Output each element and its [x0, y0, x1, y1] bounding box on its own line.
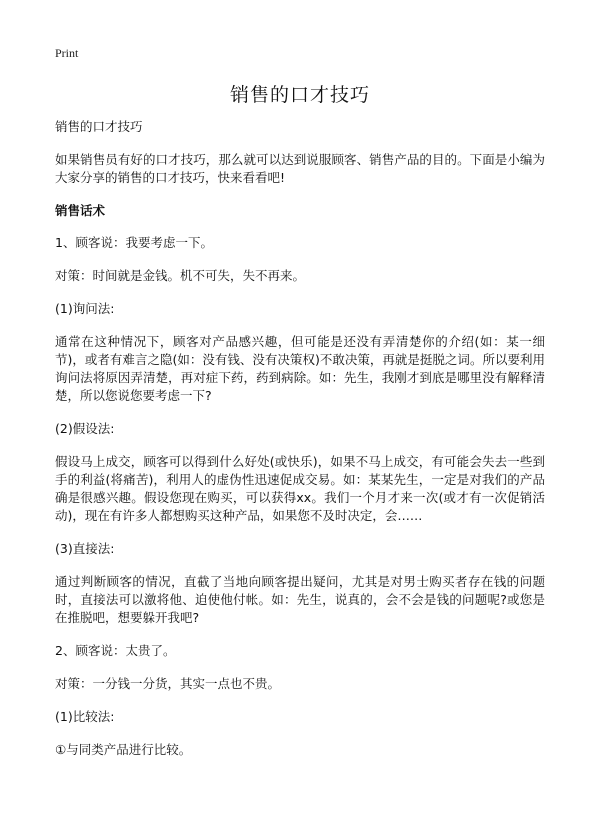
case1-method2-label: (2)假设法: [55, 421, 115, 436]
case1-method3-text: 通过判断顾客的情况，直截了当地向顾客提出疑问，尤其是对男士购买者存在钱的问题时，直接法可以激将他、迫使他付帐。如：先生，说真的，会不会是钱的问题呢?或您是在推脱吧，想要躲开我吧? [55, 574, 545, 625]
case1-method2-text: 假设马上成交，顾客可以得到什么好处(或快乐)，如果不马上成交，有可能会失去一些到手的利益(将痛苦)，利用人的虚伪性迅速促成交易。如：某某先生，一定是对我们的产品确是很感兴趣。假设您现在购买，可以获得xx。我们一个月才来一次(或才有一次促销活动)，现在有许多人都想购买这种产品，如果您不及时决定，会…… [55, 454, 545, 523]
case1-title: 1、顾客说：我要考虑一下。 [55, 235, 213, 250]
case1-method1-text: 通常在这种情况下，顾客对产品感兴趣，但可能是还没有弄清楚你的介绍(如：某一细节)，或者有难言之隐(如：没有钱、没有决策权)不敢决策，再就是挺脱之词。所以要利用询问法将原因弄清楚，再对症下药，药到病除。如：先生，我刚才到底是哪里没有解释清楚，所以您说您要考虑一下? [55, 334, 545, 403]
case2-method1-label: (1)比较法: [55, 709, 115, 724]
section-heading: 销售话术 [55, 203, 106, 218]
print-link[interactable]: Print [55, 46, 79, 60]
intro-paragraph: 如果销售员有好的口才技巧，那么就可以达到说服顾客、销售产品的目的。下面是小编为大家分享的销售的口才技巧，快来看看吧! [55, 152, 545, 185]
case2-title: 2、顾客说：太贵了。 [55, 643, 176, 658]
article-body [55, 118, 545, 774]
article-subtitle: 销售的口才技巧 [55, 119, 143, 134]
case2-method1-item1: ①与同类产品进行比较。 [55, 742, 192, 757]
case1-method3-label: (3)直接法: [55, 541, 115, 556]
article-title: 销售的口才技巧 [229, 84, 370, 106]
case2-strategy: 对策：一分钱一分货，其实一点也不贵。 [55, 676, 281, 691]
case1-method1-label: (1)询问法: [55, 301, 115, 316]
case1-strategy: 对策：时间就是金钱。机不可失，失不再来。 [55, 268, 306, 283]
